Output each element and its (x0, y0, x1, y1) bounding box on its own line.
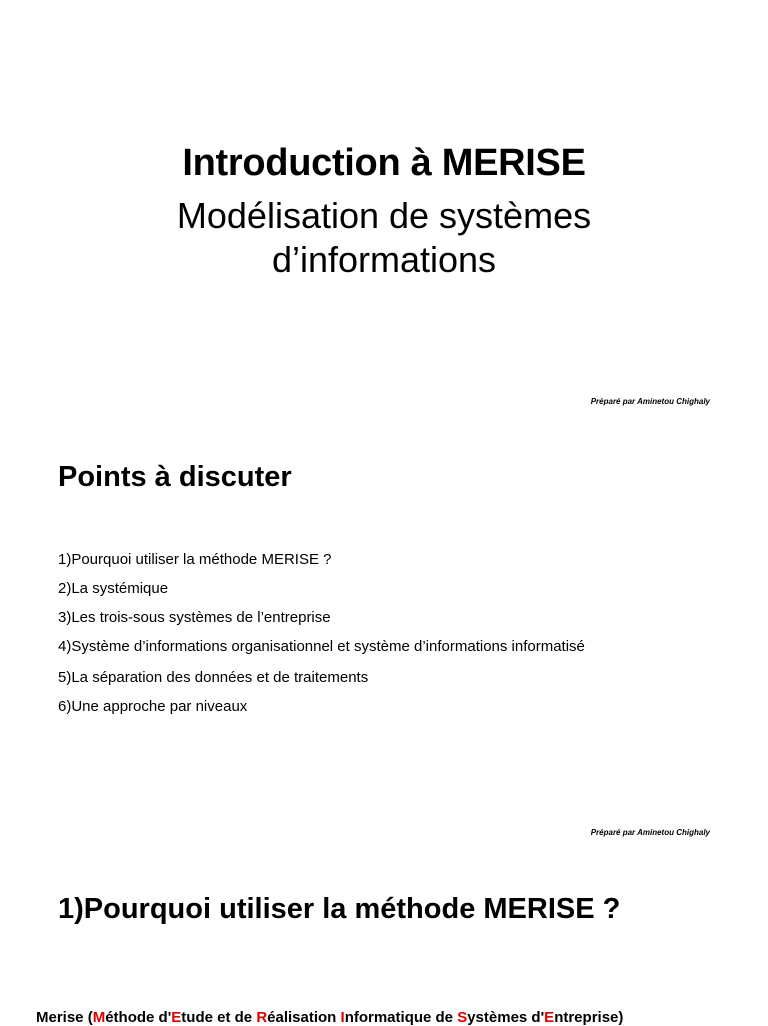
presentation-subtitle (0, 194, 768, 282)
agenda-item: 4)Système d’informations organisationnel et système d’informations informatisé (58, 638, 585, 655)
acronym-text: nformatique de (344, 1009, 458, 1026)
agenda-item: 3)Les trois-sous systèmes de l’entreprise (58, 609, 331, 626)
merise-acronym-definition (36, 1009, 623, 1026)
acronym-text: tude et de (181, 1009, 257, 1026)
prepared-by-credit: Préparé par Aminetou Chighaly (590, 397, 710, 406)
acronym-letter: E (171, 1009, 182, 1026)
acronym-letter: S (457, 1009, 468, 1026)
acronym-letter: M (92, 1009, 106, 1026)
acronym-text: Merise ( (36, 1009, 93, 1026)
presentation-title: Introduction à MERISE (182, 142, 586, 184)
why-merise-heading: 1)Pourquoi utiliser la méthode MERISE ? (58, 893, 621, 925)
acronym-letter: E (544, 1009, 555, 1026)
prepared-by-credit: Préparé par Aminetou Chighaly (590, 828, 710, 837)
agenda-list (58, 551, 658, 727)
agenda-item: 5)La séparation des données et de traitements (58, 669, 369, 686)
agenda-item: 6)Une approche par niveaux (58, 698, 248, 715)
acronym-text: éalisation (267, 1009, 341, 1026)
agenda-item: 1)Pourquoi utiliser la méthode MERISE ? (58, 551, 332, 568)
slide-why-merise (0, 851, 768, 1024)
acronym-letter: R (256, 1009, 268, 1026)
subtitle-line-1: Modélisation de systèmes (176, 195, 592, 236)
agenda-heading: Points à discuter (58, 461, 292, 493)
slide-title (0, 0, 768, 431)
acronym-text: éthode d' (105, 1009, 172, 1026)
acronym-letter: I (340, 1009, 345, 1026)
acronym-text: ntreprise) (554, 1009, 624, 1026)
acronym-text: ystèmes d' (467, 1009, 545, 1026)
subtitle-line-2: d’informations (271, 239, 497, 280)
slide-agenda (0, 431, 768, 851)
agenda-item: 2)La systémique (58, 580, 169, 597)
